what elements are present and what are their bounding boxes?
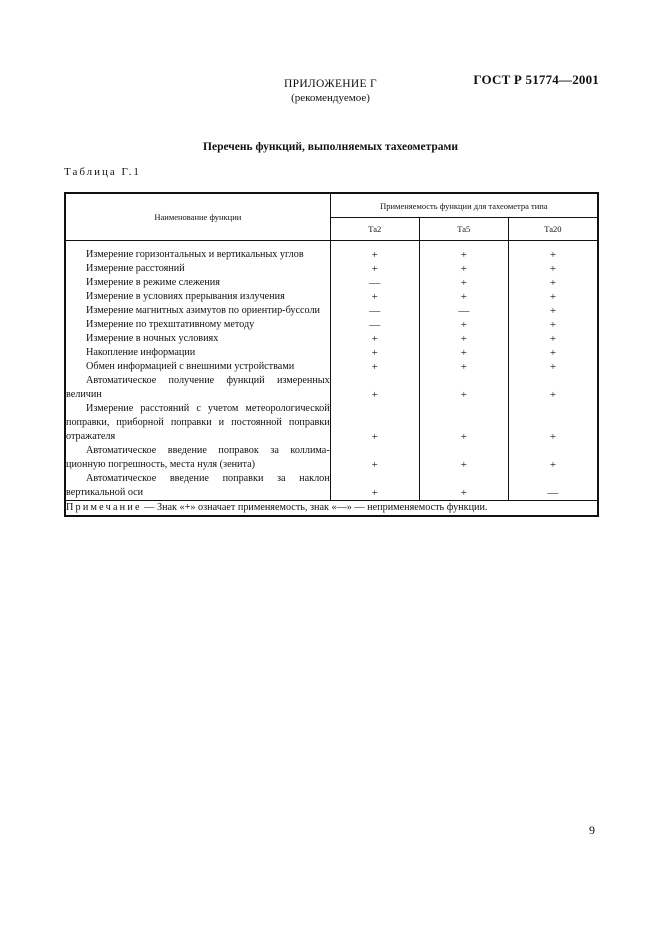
- column-header-type: Та2: [330, 218, 419, 241]
- applicability-mark-cell: +: [419, 402, 508, 444]
- applicability-mark-cell: +: [330, 472, 419, 501]
- applicability-mark-cell: +: [549, 291, 557, 303]
- function-name-cell: Измерение в режиме слежения: [65, 276, 330, 290]
- applicability-mark-cell: +: [549, 305, 557, 317]
- table-row: [65, 262, 598, 276]
- applicability-mark-cell: —: [547, 487, 559, 499]
- applicability-mark-cell: +: [419, 290, 508, 304]
- table-row: [65, 318, 598, 332]
- applicability-mark-cell: —: [330, 318, 419, 332]
- applicability-mark-cell: +: [330, 262, 419, 276]
- table-row: [65, 290, 598, 304]
- column-header-type: Та20: [508, 218, 598, 241]
- applicability-mark-cell: +: [549, 459, 557, 471]
- applicability-mark-cell: +: [330, 374, 419, 402]
- table-row: [65, 276, 598, 290]
- column-header-applicability: Применяемость функции для тахеометра типа: [330, 193, 598, 218]
- function-name-cell: Накопление информации: [65, 346, 330, 360]
- appendix-subtitle: (рекомендуемое): [291, 92, 370, 104]
- applicability-mark-cell: +: [549, 277, 557, 289]
- applicability-mark-cell: +: [419, 472, 508, 501]
- table-row: [65, 444, 598, 472]
- table-row: [65, 360, 598, 374]
- function-name-cell: Автоматическое введение поправки за наклон вертикальной оси: [65, 472, 330, 501]
- applicability-mark-cell: +: [419, 444, 508, 472]
- applicability-mark-cell: +: [330, 444, 419, 472]
- function-name-cell: Автоматическое введение поправок за коллимационную погрешность, места нуля (зенита): [66, 445, 330, 470]
- applicability-mark-cell: +: [419, 374, 508, 402]
- applicability-mark-cell: +: [549, 361, 557, 373]
- applicability-mark-cell: +: [549, 263, 557, 275]
- applicability-mark-cell: +: [330, 360, 419, 374]
- applicability-mark-cell: +: [330, 241, 419, 263]
- document-code: ГОСТ Р 51774—2001: [473, 72, 599, 87]
- applicability-mark-cell: +: [419, 241, 508, 263]
- column-header-function-name: Наименование функции: [65, 193, 330, 241]
- applicability-mark-cell: +: [419, 360, 508, 374]
- applicability-mark-cell: +: [549, 431, 557, 443]
- applicability-mark-cell: +: [330, 332, 419, 346]
- applicability-mark-cell: +: [419, 332, 508, 346]
- function-name-cell: Измерение в ночных условиях: [65, 332, 330, 346]
- function-name-cell: Измерение в условиях прерывания излучения: [65, 290, 330, 304]
- applicability-mark-cell: +: [419, 262, 508, 276]
- applicability-mark-cell: +: [419, 276, 508, 290]
- applicability-mark-cell: +: [549, 347, 557, 359]
- column-header-type: Та5: [419, 218, 508, 241]
- list-title: Перечень функций, выполняемых тахеометрами: [203, 141, 458, 153]
- applicability-mark-cell: +: [330, 402, 419, 444]
- table-row: [65, 332, 598, 346]
- applicability-mark-cell: +: [549, 319, 557, 331]
- table-row: [65, 472, 598, 501]
- note-text: — Знак «+» означает применяемость, знак «—» — неприменяемость функции.: [141, 502, 488, 513]
- function-name-cell: Автоматическое получение функций измеренных величин: [66, 375, 330, 400]
- appendix-title: ПРИЛОЖЕНИЕ Г: [284, 78, 377, 90]
- function-name-cell: Измерение расстояний с учетом метеорологической поправки, приборной поправки и постоянной поправки отражателя: [66, 403, 330, 442]
- applicability-mark-cell: +: [330, 346, 419, 360]
- applicability-mark-cell: +: [549, 389, 557, 401]
- table-caption: Таблица Г.1: [64, 166, 141, 178]
- applicability-mark-cell: —: [330, 276, 419, 290]
- function-name-cell: Измерение по трехштативному методу: [65, 318, 330, 332]
- note-label: Примечание: [66, 502, 142, 513]
- applicability-mark-cell: +: [549, 333, 557, 345]
- function-name-cell: Измерение расстояний: [65, 262, 330, 276]
- function-name-cell: Измерение горизонтальных и вертикальных углов: [65, 241, 330, 263]
- applicability-mark-cell: +: [330, 290, 419, 304]
- applicability-mark-cell: +: [419, 318, 508, 332]
- applicability-mark-cell: —: [330, 304, 419, 318]
- table-note: [65, 501, 598, 517]
- page-number: 9: [589, 823, 595, 837]
- applicability-mark-cell: —: [419, 304, 508, 318]
- table-row: [65, 346, 598, 360]
- function-name-cell: Обмен информацией с внешними устройствами: [65, 360, 330, 374]
- function-name-cell: Измерение магнитных азимутов по ориентир-буссоли: [65, 304, 330, 318]
- table-row: [65, 241, 598, 263]
- applicability-mark-cell: +: [419, 346, 508, 360]
- functions-table: [64, 192, 599, 517]
- table-row: [65, 402, 598, 444]
- table-row: [65, 304, 598, 318]
- applicability-mark-cell: +: [549, 249, 557, 261]
- table-row: [65, 374, 598, 402]
